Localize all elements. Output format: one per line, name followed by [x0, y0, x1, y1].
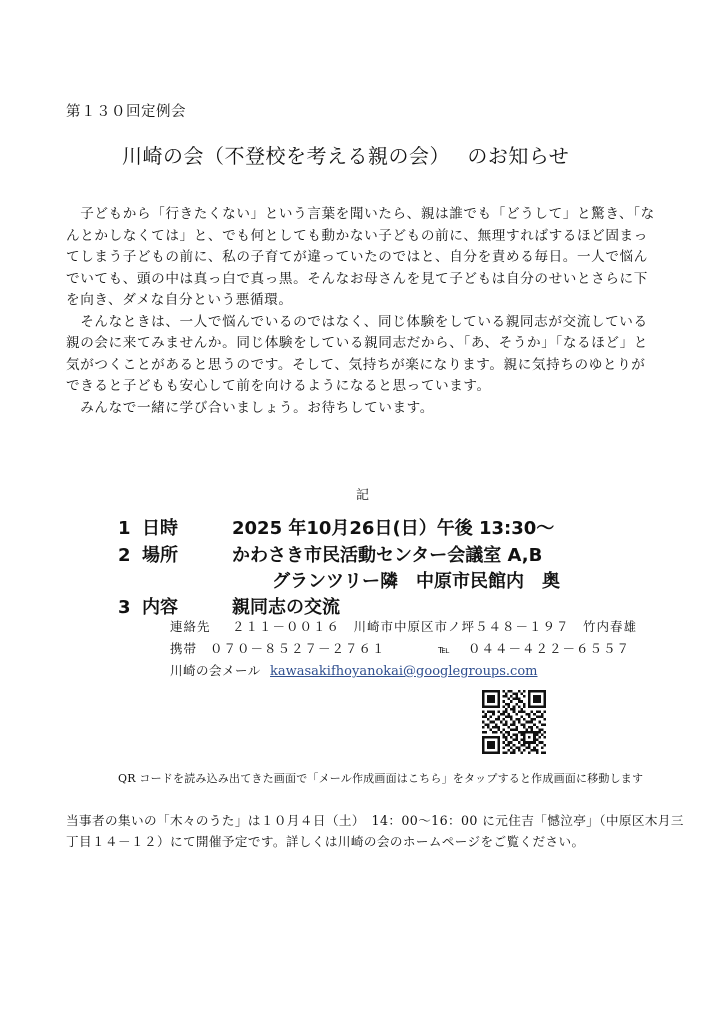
contact-mobile-label: 携帯	[170, 641, 198, 656]
footer-line: 丁目１４－１２）にて開催予定です。詳しくは川崎の会のホームページをご覧ください。	[66, 834, 585, 849]
email-link[interactable]: kawasakifhoyanokai@googlegroups.com	[270, 664, 538, 679]
intro-line: んとかしなくては」と、でも何としても動かない子どもの前に、無理すればするほど固まっ	[66, 227, 648, 244]
detail-number: 3	[118, 597, 131, 618]
contact-email	[170, 661, 538, 679]
detail-value: 2025 年10月26日(日）午後 13:30～	[232, 518, 555, 539]
intro-line: でいても、頭の中は真っ白で真っ黒。そんなお母さんを見て子どもは自分のせいとさらに下	[66, 270, 648, 287]
footer-notice	[66, 810, 684, 852]
detail-label: 内容	[142, 597, 178, 618]
detail-value: 親同志の交流	[232, 597, 340, 618]
intro-line: を向き、ダメな自分という悪循環。	[66, 292, 293, 308]
intro-line: てしまう子どもの前に、私の子育てが違っていたのではと、自分を責める毎日。一人で悩ん	[66, 249, 648, 265]
intro-line: 親の会に来てみませんか。同じ体験をしている親同志だから、「あ、そうか」「なるほど」と	[66, 335, 648, 351]
qr-instruction: QR コードを読み込み出てきた画面で「メール作成画面はこちら」をタップすると作成画面に移動します	[118, 772, 644, 785]
contact-tel-label: ℡	[438, 643, 451, 656]
meeting-number: 第１３０回定例会	[66, 104, 186, 120]
contact-address-value: ２１１－００１６ 川崎市中原区市ノ坪５４８－１９７ 竹内春雄	[232, 619, 638, 634]
detail-value: かわさき市民活動センター会議室 A,B	[232, 545, 543, 566]
intro-line: 気がつくことがあると思うのです。そして、気持ちが楽になります。親に気持ちのゆとりが	[66, 356, 646, 373]
intro-line: みんなで一緒に学び合いましょう。お待ちしています。	[66, 399, 434, 416]
detail-number: 1	[118, 518, 131, 539]
footer-line: 当事者の集いの「木々のうた」は１０月４日（土） 14：00～16：00 に元住吉「憾泣亭」（中原区木月三	[66, 813, 684, 828]
contact-tel-value: ０４４－４２２－６５５７	[468, 641, 631, 656]
intro-line: 子どもから「行きたくない」という言葉を聞いたら、親は誰でも「どうして」と驚き、「な	[66, 206, 655, 222]
detail-place	[118, 541, 542, 567]
detail-content	[118, 593, 340, 619]
detail-label: 日時	[142, 518, 178, 539]
detail-datetime	[118, 514, 554, 540]
contact-phone	[170, 639, 630, 657]
qr-code	[482, 690, 546, 754]
page-title: 川崎の会（不登校を考える親の会） のお知らせ	[122, 144, 570, 168]
intro-line: できると子どもも安心して前を向けるようになると思っています。	[66, 378, 491, 394]
contact-email-label: 川崎の会メール	[170, 663, 261, 678]
intro-line: そんなときは、一人で悩んでいるのではなく、同じ体験をしている親同志が交流している	[66, 313, 648, 330]
contact-mobile-value: ０７０－８５２７－２７６１	[210, 641, 386, 656]
detail-number: 2	[118, 545, 131, 566]
notice-mark: 記	[356, 488, 370, 503]
contact-address	[170, 617, 637, 635]
contact-address-label: 連絡先	[170, 619, 211, 634]
detail-label: 場所	[142, 545, 178, 566]
detail-place-sub: グランツリー隣 中原市民館内 奥	[272, 571, 560, 592]
intro-text	[66, 204, 666, 419]
